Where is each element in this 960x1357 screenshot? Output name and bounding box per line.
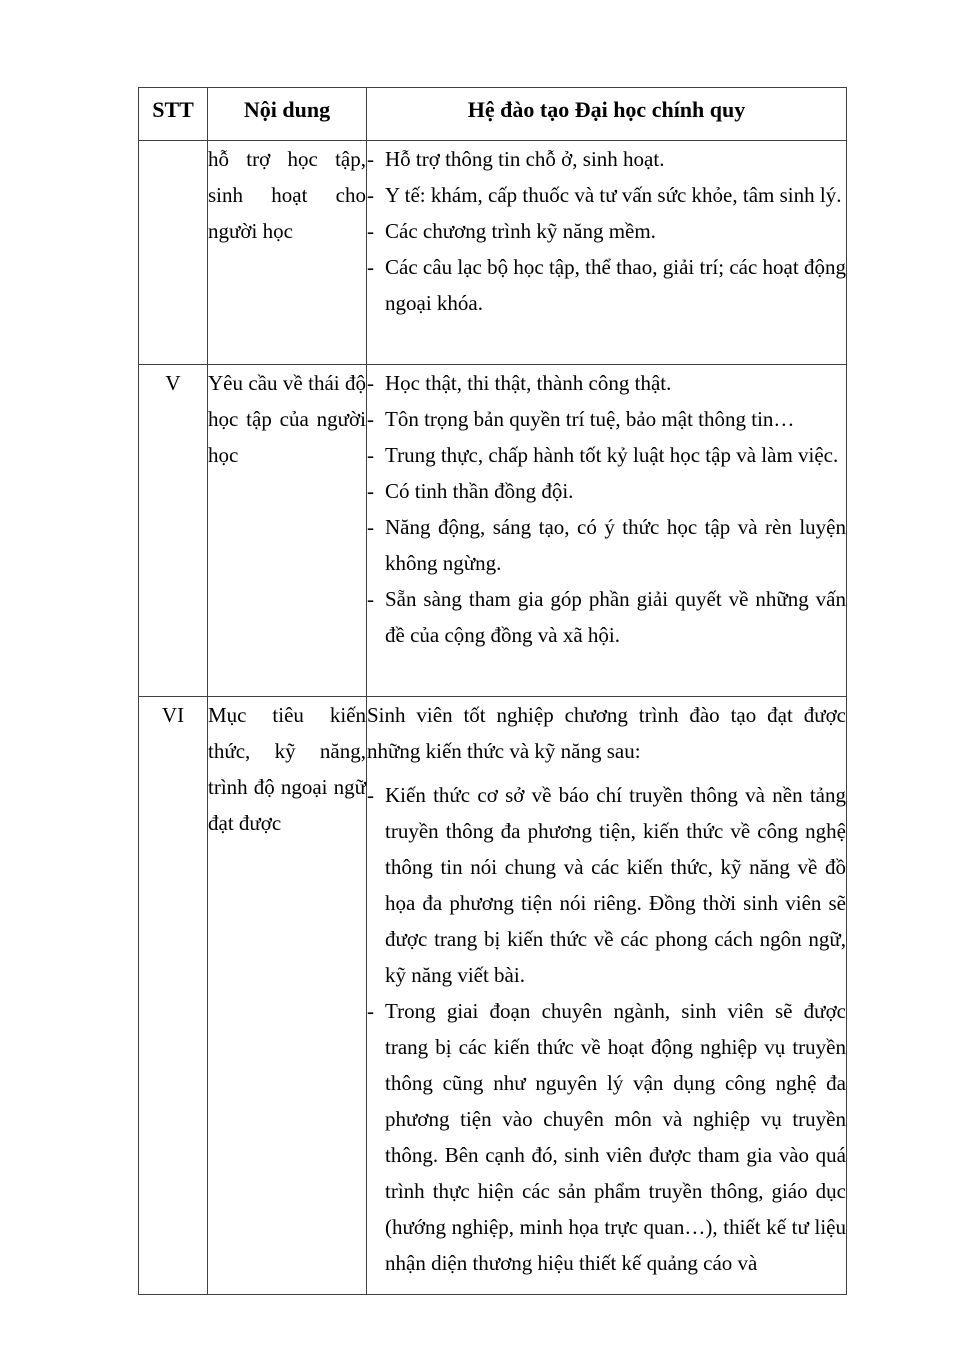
table-row — [139, 365, 847, 697]
row-topic-cell — [208, 365, 367, 697]
bullet-item — [367, 401, 846, 437]
bullet-text: Các chương trình kỹ năng mềm. — [385, 219, 656, 243]
bullet-dash: - — [367, 479, 374, 503]
bullet-text: Sẵn sàng tham gia góp phần giải quyết về những vấn đề của cộng đồng và xã hội. — [385, 587, 846, 647]
program-table — [138, 87, 847, 1295]
bullet-item — [367, 141, 846, 177]
bullet-item — [367, 473, 846, 509]
row-topic-cell — [208, 697, 367, 1295]
row-number: V — [165, 371, 181, 395]
bullet-text: Y tế: khám, cấp thuốc và tư vấn sức khỏe, tâm sinh lý. — [385, 183, 842, 207]
bullet-dash: - — [367, 255, 374, 279]
row-topic-cell — [208, 141, 367, 365]
row-content-cell — [367, 141, 847, 365]
row-content-cell — [367, 697, 847, 1295]
bullet-item — [367, 437, 846, 473]
bullet-text: Hỗ trợ thông tin chỗ ở, sinh hoạt. — [385, 147, 665, 171]
bullet-list — [367, 365, 846, 653]
bullet-text: Trong giai đoạn chuyên ngành, sinh viên sẽ được trang bị các kiến thức về hoạt động nghiệp vụ truyền thông cũng như nguyên lý vận dụng công nghệ đa phương tiện vào chuyên môn và nghiệp vụ truyền thông. Bên cạnh đó, sinh viên được tham gia vào quá trình thực hiện các sản phẩm truyền thông, giáo dục (hướng nghiệp, minh họa trực quan…), thiết kế tư liệu nhận diện thương hiệu thiết kế quảng cáo và — [385, 999, 846, 1275]
row-number-cell — [139, 697, 208, 1295]
table-row — [139, 141, 847, 365]
bullet-text: Tôn trọng bản quyền trí tuệ, bảo mật thông tin… — [385, 407, 795, 431]
bullet-text: Có tinh thần đồng đội. — [385, 479, 574, 503]
bullet-dash: - — [367, 407, 374, 431]
bullet-dash: - — [367, 219, 374, 243]
row-topic: hỗ trợ học tập, sinh hoạt cho người học — [208, 147, 366, 243]
bullet-dash: - — [367, 443, 374, 467]
bullet-item — [367, 581, 846, 653]
bullet-item — [367, 993, 846, 1281]
bullet-list — [367, 777, 846, 1281]
row-topic: Yêu cầu về thái độ học tập của người học — [208, 371, 366, 467]
bullet-item — [367, 177, 846, 213]
row-number: VI — [161, 703, 185, 727]
table-header-row — [139, 88, 847, 141]
bullet-list — [367, 141, 846, 321]
bullet-dash: - — [367, 183, 374, 207]
row-topic: Mục tiêu kiến thức, kỹ năng, trình độ ngoại ngữ đạt được — [208, 703, 366, 835]
bullet-dash: - — [367, 783, 374, 807]
bullet-text: Các câu lạc bộ học tập, thể thao, giải trí; các hoạt động ngoại khóa. — [385, 255, 846, 315]
bullet-dash: - — [367, 999, 374, 1023]
bullet-dash: - — [367, 371, 374, 395]
bullet-item — [367, 213, 846, 249]
table-body — [139, 141, 847, 1295]
table-header — [139, 88, 847, 141]
bullet-dash: - — [367, 587, 374, 611]
bullet-dash: - — [367, 147, 374, 171]
row-content-cell — [367, 365, 847, 697]
bullet-text: Năng động, sáng tạo, có ý thức học tập và rèn luyện không ngừng. — [385, 515, 846, 575]
row-number-cell — [139, 365, 208, 697]
table-row — [139, 697, 847, 1295]
bullet-item — [367, 777, 846, 993]
bullet-text: Trung thực, chấp hành tốt kỷ luật học tập và làm việc. — [385, 443, 839, 467]
col-header-stt: STT — [139, 88, 208, 141]
bullet-item — [367, 365, 846, 401]
bullet-dash: - — [367, 515, 374, 539]
bullet-item — [367, 509, 846, 581]
col-header-noi-dung: Nội dung — [208, 88, 367, 141]
bullet-text: Kiến thức cơ sở về báo chí truyền thông và nền tảng truyền thông đa phương tiện, kiến thức về công nghệ thông tin nói chung và các kiến thức, kỹ năng về đồ họa đa phương tiện nói riêng. Đồng thời sinh viên sẽ được trang bị kiến thức về các phong cách ngôn ngữ, kỹ năng viết bài. — [385, 783, 846, 987]
row-intro: Sinh viên tốt nghiệp chương trình đào tạo đạt được những kiến thức và kỹ năng sau: — [367, 703, 846, 763]
bullet-text: Học thật, thi thật, thành công thật. — [385, 371, 672, 395]
col-header-he-dao-tao: Hệ đào tạo Đại học chính quy — [367, 88, 847, 141]
row-number-cell — [139, 141, 208, 365]
bullet-item — [367, 249, 846, 321]
